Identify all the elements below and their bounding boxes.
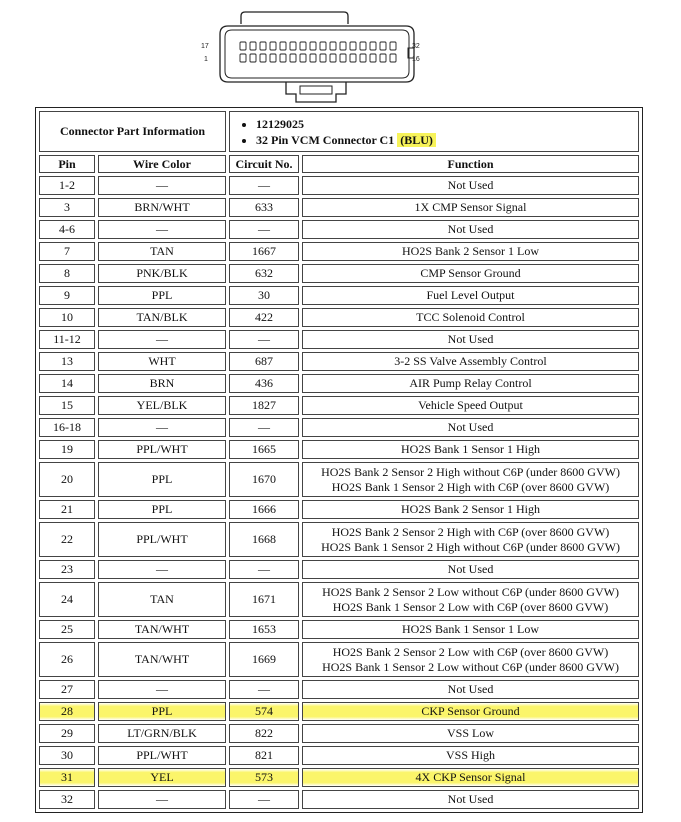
function-line: HO2S Bank 1 Sensor 2 Low without C6P (under 8600 GVW) [322,659,619,674]
function-cell [302,220,639,239]
circuit-cell: — [229,418,299,437]
function-cell [302,330,639,349]
function-line: 3-2 SS Valve Assembly Control [394,354,547,368]
function-line: TCC Solenoid Control [416,310,525,324]
connector-pin-cavity [270,42,276,50]
column-header-wire-color: Wire Color [98,155,226,173]
connector-pin-cavity [260,42,266,50]
connector-outline-icon [196,8,436,106]
function-cell [302,352,639,371]
function-cell [302,418,639,437]
function-line: HO2S Bank 2 Sensor 2 Low without C6P (under 8600 GVW) [322,584,619,599]
column-header-circuit: Circuit No. [229,155,299,173]
circuit-cell: — [229,560,299,579]
table-row [39,642,639,677]
table-row [39,220,639,239]
function-line: AIR Pump Relay Control [409,376,532,390]
connector-pin-cavity [250,42,256,50]
connector-pin-cavity [310,54,316,62]
function-cell [302,264,639,283]
circuit-cell: 687 [229,352,299,371]
function-line: HO2S Bank 1 Sensor 2 High with C6P (over 8600 GVW) [331,479,610,494]
circuit-cell: 1666 [229,500,299,519]
pin-cell: 9 [39,286,95,305]
table-row [39,582,639,617]
table-row [39,620,639,639]
function-cell [302,396,639,415]
circuit-cell: 574 [229,702,299,721]
connector-pin-cavity [300,54,306,62]
connector-pin-cavity [320,42,326,50]
function-cell [302,374,639,393]
connector-pin-cavity [360,54,366,62]
connector-pin-cavity [330,42,336,50]
table-row [39,330,639,349]
function-cell [302,286,639,305]
pin-cell: 32 [39,790,95,809]
wire-color-cell: PPL/WHT [98,440,226,459]
circuit-cell: 1667 [229,242,299,261]
function-cell [302,462,639,497]
wire-color-cell: TAN [98,242,226,261]
wire-color-cell: PPL/WHT [98,522,226,557]
circuit-cell: — [229,220,299,239]
connector-pin-cavity [360,42,366,50]
circuit-cell: 821 [229,746,299,765]
connector-pin-cavity [300,42,306,50]
table-row [39,702,639,721]
table-row [39,790,639,809]
wire-color-cell: — [98,680,226,699]
part-number: • 12129025 [256,116,636,132]
function-line: Not Used [447,562,494,576]
wire-color-cell: PPL [98,286,226,305]
circuit-cell: 422 [229,308,299,327]
connector-pin-cavity [250,54,256,62]
wire-color-cell: YEL [98,768,226,787]
circuit-cell: 30 [229,286,299,305]
function-cell [302,680,639,699]
connector-pin-cavity [390,42,396,50]
connector-pin-cavity [310,42,316,50]
table-row [39,352,639,371]
table-row [39,176,639,195]
table-row [39,440,639,459]
table-row [39,500,639,519]
table-row [39,560,639,579]
wire-color-cell: — [98,330,226,349]
circuit-cell: 1670 [229,462,299,497]
wire-color-cell: BRN [98,374,226,393]
circuit-cell: 1827 [229,396,299,415]
wire-color-cell: — [98,560,226,579]
function-cell [302,582,639,617]
function-line: CKP Sensor Ground [421,704,520,718]
function-line: HO2S Bank 2 Sensor 1 Low [402,244,539,258]
connector-info-details [229,111,639,152]
function-cell [302,242,639,261]
function-cell [302,620,639,639]
pin-cell: 13 [39,352,95,371]
circuit-cell: — [229,790,299,809]
connector-pin-cavity [350,42,356,50]
wire-color-cell: WHT [98,352,226,371]
connector-pin-cavity [380,42,386,50]
function-line: HO2S Bank 2 Sensor 2 High with C6P (over 8600 GVW) [331,524,610,539]
table-row [39,768,639,787]
pin-cell: 26 [39,642,95,677]
table-row [39,462,639,497]
wire-color-cell: PPL [98,500,226,519]
function-line: 1X CMP Sensor Signal [414,200,527,214]
function-line: HO2S Bank 1 Sensor 2 Low with C6P (over 8600 GVW) [332,599,609,614]
circuit-cell: 633 [229,198,299,217]
connector-color-code: (BLU) [397,133,436,147]
circuit-cell: — [229,176,299,195]
pin-label-32: 32 [412,43,420,50]
circuit-cell: 573 [229,768,299,787]
table-row [39,746,639,765]
function-line: Vehicle Speed Output [418,398,523,412]
wire-color-cell: PNK/BLK [98,264,226,283]
circuit-cell: 1668 [229,522,299,557]
pin-label-17: 17 [201,43,209,50]
table-row [39,308,639,327]
circuit-cell: 1653 [229,620,299,639]
wire-color-cell: — [98,176,226,195]
table-row [39,264,639,283]
circuit-cell: — [229,330,299,349]
connector-pin-cavity [380,54,386,62]
column-header-pin: Pin [39,155,95,173]
connector-pin-cavity [270,54,276,62]
pin-cell: 4-6 [39,220,95,239]
table-row [39,396,639,415]
function-cell [302,768,639,787]
function-cell [302,308,639,327]
table-row [39,374,639,393]
function-cell [302,642,639,677]
connector-description [256,132,636,148]
function-line: Not Used [447,420,494,434]
pin-cell: 28 [39,702,95,721]
function-line: Fuel Level Output [426,288,515,302]
pin-cell: 10 [39,308,95,327]
pin-cell: 24 [39,582,95,617]
table-row [39,680,639,699]
pin-cell: 8 [39,264,95,283]
pin-cell: 14 [39,374,95,393]
circuit-cell: 1669 [229,642,299,677]
connector-pin-cavity [280,42,286,50]
connector-pin-cavity [340,42,346,50]
table-row [39,724,639,743]
wire-color-cell: TAN/WHT [98,642,226,677]
pin-cell: 31 [39,768,95,787]
wire-color-cell: TAN/BLK [98,308,226,327]
connector-pin-cavity [370,54,376,62]
connector-pin-cavity [290,42,296,50]
wire-color-cell: TAN [98,582,226,617]
pin-cell: 20 [39,462,95,497]
circuit-cell: 436 [229,374,299,393]
pin-cell: 7 [39,242,95,261]
function-cell [302,198,639,217]
connector-pinout-table [35,107,643,813]
circuit-cell: 632 [229,264,299,283]
function-line: Not Used [447,178,494,192]
function-line: Not Used [447,792,494,806]
connector-pin-cavity [330,54,336,62]
table-row [39,522,639,557]
wire-color-cell: PPL/WHT [98,746,226,765]
pin-cell: 3 [39,198,95,217]
circuit-cell: 1665 [229,440,299,459]
function-cell [302,746,639,765]
connector-pin-cavity [290,54,296,62]
function-line: HO2S Bank 1 Sensor 2 High without C6P (under 8600 GVW) [321,539,620,554]
pin-label-1: 1 [204,56,208,63]
pin-cell: 22 [39,522,95,557]
pin-cell: 1-2 [39,176,95,195]
table-row [39,198,639,217]
function-line: HO2S Bank 2 Sensor 2 High without C6P (under 8600 GVW) [321,464,620,479]
circuit-cell: — [229,680,299,699]
table-row [39,242,639,261]
wire-color-cell: PPL [98,462,226,497]
function-line: HO2S Bank 2 Sensor 1 High [400,502,540,516]
pin-cell: 15 [39,396,95,415]
function-cell [302,440,639,459]
connector-pin-cavity [370,42,376,50]
pin-label-16: 16 [412,56,420,63]
table-row [39,418,639,437]
connector-pin-grid [240,42,396,62]
function-cell [302,702,639,721]
connector-pin-cavity [240,54,246,62]
function-cell [302,724,639,743]
pin-cell: 23 [39,560,95,579]
wire-color-cell: YEL/BLK [98,396,226,415]
wire-color-cell: — [98,790,226,809]
function-cell [302,560,639,579]
connector-diagram [196,8,436,106]
connector-pin-cavity [260,54,266,62]
pin-cell: 29 [39,724,95,743]
function-line: Not Used [447,682,494,696]
table-row [39,286,639,305]
connector-pin-cavity [350,54,356,62]
connector-name: 32 Pin VCM Connector C1 [256,132,398,147]
connector-pin-cavity [240,42,246,50]
function-line: Not Used [447,332,494,346]
connector-info-label: Connector Part Information [39,111,226,152]
column-header-row [39,155,639,173]
connector-pin-cavity [320,54,326,62]
connector-pin-cavity [280,54,286,62]
pin-cell: 30 [39,746,95,765]
pin-cell: 11-12 [39,330,95,349]
function-line: VSS Low [446,726,494,740]
connector-pin-cavity [390,54,396,62]
function-line: HO2S Bank 1 Sensor 1 Low [402,622,539,636]
circuit-cell: 822 [229,724,299,743]
function-line: Not Used [447,222,494,236]
function-line: 4X CKP Sensor Signal [415,770,526,784]
wire-color-cell: — [98,220,226,239]
wire-color-cell: LT/GRN/BLK [98,724,226,743]
function-cell [302,500,639,519]
function-line: HO2S Bank 2 Sensor 2 Low with C6P (over 8600 GVW) [332,644,609,659]
function-cell [302,176,639,195]
column-header-function: Function [302,155,639,173]
wire-color-cell: PPL [98,702,226,721]
pin-cell: 27 [39,680,95,699]
pin-cell: 16-18 [39,418,95,437]
pin-cell: 21 [39,500,95,519]
wire-color-cell: TAN/WHT [98,620,226,639]
pin-cell: 25 [39,620,95,639]
function-line: CMP Sensor Ground [420,266,521,280]
function-cell [302,790,639,809]
connector-info-row [39,111,639,152]
function-cell [302,522,639,557]
function-line: HO2S Bank 1 Sensor 1 High [400,442,540,456]
function-line: VSS High [445,748,495,762]
wire-color-cell: — [98,418,226,437]
connector-pin-cavity [340,54,346,62]
pin-cell: 19 [39,440,95,459]
wire-color-cell: BRN/WHT [98,198,226,217]
circuit-cell: 1671 [229,582,299,617]
